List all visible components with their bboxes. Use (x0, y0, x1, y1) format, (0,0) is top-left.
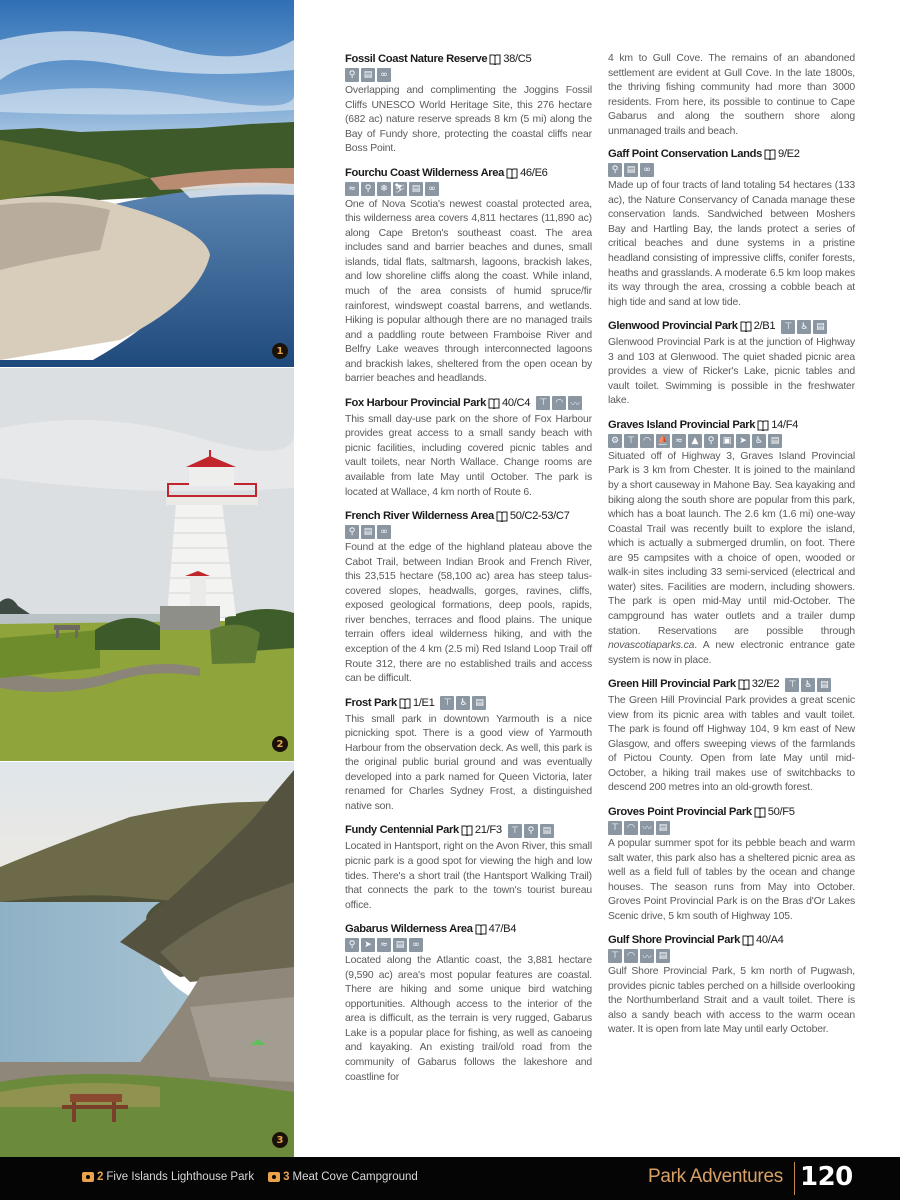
entry-title: Gabarus Wilderness Area 47/B4 (345, 923, 517, 936)
entry-title: Frost Park 1/E1 ⊤ ♿ ▤ (345, 696, 592, 711)
map-reference: 47/B4 (475, 922, 517, 937)
amenity-icons (608, 949, 855, 963)
info-board-icon: ▤ (540, 824, 554, 838)
map-reference: 40/A4 (742, 933, 784, 948)
amenity-icons (608, 163, 855, 177)
entry-title: Green Hill Provincial Park 32/E2 ⊤ ♿ ▤ (608, 677, 855, 692)
entry-description: This small park in downtown Yarmouth is a nice picnicking spot. There is a good view of Yarmouth Harbour from the observation deck. As well, this park is the original public burial ground and was eventually developed into a park named for Queen Victoria, later renamed for Charles Sydney Frost, a distinguished native son. (345, 713, 592, 812)
website-link[interactable]: novascotiaparks.ca (608, 640, 695, 652)
picnic-icon: ⊤ (536, 396, 550, 410)
right-column (608, 52, 855, 1047)
map-reference: 50/C2-53/C7 (496, 509, 570, 524)
amenity-icons (345, 938, 592, 952)
entry-description: 4 km to Gull Cove. The remains of an abandoned settlement are evident at Gull Cove. In the late 1800s, the thriving fishing community had more than 3000 residents. From here, its possible to continue to Cape Gabarus and along the southern shore along unmanaged trails and beach. (608, 53, 855, 137)
entry-gulf-shore (608, 933, 855, 1038)
info-board-icon: ▤ (409, 182, 423, 196)
hiking-icon: ⚲ (608, 163, 622, 177)
entry-title: Fossil Coast Nature Reserve 38/C5 (345, 53, 532, 65)
swimming-icon: 〰 (640, 949, 654, 963)
camera-icon (82, 1172, 94, 1182)
entry-title: Fundy Centennial Park 21/F3 ⊤ ⚲ ▤ (345, 823, 592, 838)
picnic-icon: ⊤ (781, 320, 795, 334)
photo-3-meat-cove (0, 762, 294, 1157)
map-reference: 38/C5 (489, 52, 531, 67)
info-board-icon: ▤ (472, 696, 486, 710)
entry-graves-island (608, 418, 855, 668)
info-board-icon: ▤ (624, 163, 638, 177)
entry-title: Glenwood Provincial Park 2/B1 ⊤ ♿ ▤ (608, 319, 855, 334)
hiking-icon: ⚲ (524, 824, 538, 838)
entry-title: French River Wilderness Area 50/C2-53/C7 (345, 510, 570, 523)
info-board-icon: ▤ (361, 68, 375, 82)
entry-title: Groves Point Provincial Park 50/F5 (608, 805, 795, 818)
amenity-icons (345, 68, 592, 82)
entry-description: Glenwood Provincial Park is at the junction of Highway 3 and 103 at Glenwood. The quiet shaded picnic area provides a view of Ricker's Lake, picnic tables and vault toilet. Swimming is possible in the freshwater lake. (608, 337, 855, 407)
amenity-icons (608, 821, 855, 835)
entry-fox-harbour (345, 396, 592, 500)
map-reference: 46/E6 (506, 166, 548, 181)
info-board-icon: ▤ (768, 434, 782, 448)
hiking-icon: ⚲ (345, 938, 359, 952)
boat-launch-icon: ⛵ (657, 435, 669, 446)
entry-description: Found at the edge of the highland plateau above the Cabot Trail, between Indian Brook and French River, this 23,515 hectare (58,100 ac) area has steep talus-covered slopes, headwalls, gorges, ravines, cliffs, exposed geological formations, deep pools, rapids, river benches, terraces and flood plains. The unique terrain offers ideal wilderness hiking, and with the exception of the 4 km (2.5 mi) Red Island Loop Trail off Route 312, there are no established trails and access can be difficult. (345, 542, 592, 685)
entry-title: Gulf Shore Provincial Park 40/A4 (608, 934, 784, 947)
paddling-icon: ≈ (672, 434, 686, 448)
beach-icon: ◠ (624, 821, 638, 835)
entry-title: Gaff Point Conservation Lands 9/E2 (608, 148, 800, 161)
camera-icon (268, 1172, 280, 1182)
entry-description: A popular summer spot for its pebble beach and warm salt water, this park also has a sheltered picnic area as well as a field full of tables by the ocean and change houses. The season runs from May into October. Groves Point Provincial Park is on the Bras d'Or Lakes Scenic drive, 5 km south of Highway 105. (608, 837, 855, 922)
map-reference: 32/E2 (738, 677, 780, 692)
entry-green-hill (608, 677, 855, 796)
binoculars-icon: ∞ (377, 525, 391, 539)
entry-description: One of Nova Scotia's newest coastal protected area, this wilderness area covers 4,811 hectares (11,890 ac) along Cape Breton's southeast coast. The area includes sand and barrier beaches and dunes, small islands, tidal flats, saltmarsh, lagoons, brackish lakes, and low shoreline cliffs along the coast. While inland, much of the area consists of humid spruce/fir rainforest, windswept coastal barrens, and wetlands. Hiking is popular although there are no managed trails and a paddling route between Framboise River and Belfry Lake weaves through interconnected lagoons and brackish lakes, sheltered from the open ocean by barrier beaches and headlands. (345, 198, 592, 385)
entry-fossil-coast (345, 52, 592, 157)
camping-icon: ▲ (688, 434, 702, 448)
map-book-icon (489, 54, 501, 65)
entry-description: This small day-use park on the shore of Fox Harbour provides great access to a small sandy beach with picnic facilities, including covered picnic tables and vault toilets, near North Wallace. Change rooms are available from late May until October. The park is located at Wallace, 4 km north of Route 6. (345, 413, 592, 498)
entry-fundy-centennial (345, 823, 592, 913)
info-board-icon: ▤ (361, 525, 375, 539)
entry-gabarus (345, 922, 592, 1085)
wheelchair-icon: ♿ (797, 320, 811, 334)
hiking-icon: ⚲ (345, 525, 359, 539)
photo-caption-2: 2 Five Islands Lighthouse Park (82, 1171, 254, 1183)
footer-divider (794, 1162, 795, 1195)
photo-strip (0, 0, 294, 1157)
binoculars-icon: ∞ (377, 68, 391, 82)
biking-icon: ⚙ (608, 434, 622, 448)
map-book-icon (764, 149, 776, 160)
binoculars-icon: ∞ (640, 163, 654, 177)
picnic-icon: ⊤ (440, 696, 454, 710)
map-book-icon (506, 168, 518, 179)
info-board-icon: ▤ (393, 938, 407, 952)
left-column (345, 52, 592, 1094)
picnic-icon: ⊤ (608, 949, 622, 963)
map-reference: 50/F5 (754, 805, 795, 820)
photo-caption-3: 3 Meat Cove Campground (268, 1171, 418, 1183)
photo-number-badge: 1 (272, 343, 288, 359)
amenity-icons (508, 824, 554, 838)
entry-title: Fox Harbour Provincial Park 40/C4 ⊤ ◠ 〰 (345, 396, 592, 411)
map-book-icon (738, 679, 750, 690)
amenity-icons (781, 320, 827, 334)
paddling-icon: ≈ (377, 938, 391, 952)
entry-gabarus-continued (608, 52, 855, 139)
amenity-icons (345, 525, 592, 539)
swimming-icon: 〰 (568, 396, 582, 410)
entry-description: Gulf Shore Provincial Park, 5 km north of Pugwash, provides picnic tables perched on a hillside overlooking the Northumberland Strait and a vault toilet. There is also a sandy beach with access to the warm ocean water. It is open from late May until early October. (608, 966, 855, 1036)
beach-icon: ◠ (624, 949, 638, 963)
hiking-icon: ⚲ (361, 182, 375, 196)
fishing-icon: ➤ (361, 938, 375, 952)
binoculars-icon: ∞ (409, 938, 423, 952)
fishing-icon: ➤ (736, 434, 750, 448)
info-board-icon: ▤ (656, 949, 670, 963)
entry-description: The Green Hill Provincial Park provides a great scenic view from its picnic area with tables and vault toilet. The park is found off Highway 104, 9 km east of New Glasgow, and offers sweeping views of the farmlands of Pictou County. Open from late May until mid-October, a hiking trail makes use of switchbacks to descend 200 metres into an old-growth forest. (608, 695, 855, 794)
map-book-icon (488, 398, 500, 409)
photo-number-badge: 3 (272, 1132, 288, 1148)
wheelchair-icon: ♿ (801, 678, 815, 692)
wheelchair-icon: ♿ (456, 696, 470, 710)
picnic-icon: ⊤ (785, 678, 799, 692)
map-reference: 21/F3 (461, 823, 502, 838)
entry-frost-park (345, 696, 592, 815)
picnic-icon: ⊤ (624, 434, 638, 448)
map-book-icon (475, 924, 487, 935)
map-book-icon (757, 420, 769, 431)
map-book-icon (754, 807, 766, 818)
amenity-icons (536, 396, 582, 410)
entry-description: Overlapping and complimenting the Joggins Fossil Cliffs UNESCO World Heritage Site, this 276 hectare (682 ac) nature reserve spreads 8 km (5 mi) along the Bay of Fundy shore, protecting the coastal cliffs near Boss Point. (345, 85, 592, 155)
entry-description: Made up of four tracts of land totaling 54 hectares (133 ac), the Nature Conservancy of Canada manage these conservation lands. Sandwiched between Moshers Bay and Hartling Bay, the lands protect a series of critical beaches and dune systems in a pristine headland consisting of impressive cliffs, conifer forests, heaths and grasslands. A moderate 6.5 km loop makes its way through the area, crossing a cobble beach at high tide and sand at low tide. (608, 180, 855, 308)
picnic-icon: ⊤ (508, 824, 522, 838)
map-reference: 14/F4 (757, 418, 798, 433)
page-footer (0, 1157, 900, 1200)
amenity-icons (785, 678, 831, 692)
paddling-icon: ≈ (345, 182, 359, 196)
picnic-icon: ⊤ (608, 821, 622, 835)
photo-2-lighthouse (0, 368, 294, 761)
snowshoe-icon: ❄ (377, 182, 391, 196)
beach-icon: ◠ (552, 396, 566, 410)
map-book-icon (496, 511, 508, 522)
beach-icon: ◠ (640, 434, 654, 448)
amenity-icons (345, 182, 592, 196)
photo-1-coastal-beach (0, 0, 294, 367)
map-book-icon (399, 698, 411, 709)
page-number: 120 (800, 1162, 853, 1192)
entry-description: Located along the Atlantic coast, the 3,881 hectare (9,590 ac) area's most popular features are coastal. There are hiking and some unique bird watching opportunities. Although access to the interior of the area is difficult, as the terrain is very rugged, Gabarus Lake is a popular place for fishing, as well as canoeing and kayaking. An existing trail/old road from the community of Gabarus follows the lakeshore and coastline for (345, 955, 592, 1083)
photo-captions (82, 1171, 418, 1183)
amenity-icons (608, 434, 855, 448)
map-reference: 40/C4 (488, 396, 530, 411)
info-board-icon: ▤ (813, 320, 827, 334)
section-title: Park Adventures (648, 1166, 783, 1187)
swimming-icon: 〰 (640, 821, 654, 835)
binoculars-icon: ∞ (425, 182, 439, 196)
map-reference: 1/E1 (399, 696, 435, 711)
entry-fourchu-coast (345, 166, 592, 387)
entry-glenwood (608, 319, 855, 409)
entry-gaff-point (608, 147, 855, 310)
hiking-icon: ⚲ (345, 68, 359, 82)
map-book-icon (742, 935, 754, 946)
photo-number-badge: 2 (272, 736, 288, 752)
rv-dump-icon: ▣ (720, 434, 734, 448)
info-board-icon: ▤ (656, 821, 670, 835)
entry-description: Situated off of Highway 3, Graves Island Provincial Park is 3 km from Chester. It is joined to the mainland by a short causeway in Mahone Bay. Sea kayaking and biking along the south shore are popular from this park, which has a boat launch. The 2.6 km (1.6 mi) one-way Coastal Trail was recently built to explore the island, which is actually a submerged drumlin, on foot. There are 95 campsites with a choice of open, wooded or walk-in sites including 33 semi-serviced (electrical and water) sites. Facilities are modern, including showers. The park is open mid-May until mid-October. The campground has water outlets and a trailer dump station. Reservations are possible through novascotiaparks.ca. A new electronic entrance gate system is now in place. (608, 450, 855, 666)
entry-french-river (345, 509, 592, 686)
map-book-icon (740, 321, 752, 332)
amenity-icons (440, 696, 486, 710)
map-reference: 9/E2 (764, 147, 800, 162)
hiking-icon: ⚲ (704, 434, 718, 448)
map-reference: 2/B1 (740, 319, 776, 334)
cross-country-ski-icon: ⛷ (394, 183, 406, 194)
wheelchair-icon: ♿ (752, 434, 766, 448)
entry-groves-point (608, 805, 855, 924)
info-board-icon: ▤ (817, 678, 831, 692)
entry-description: Located in Hantsport, right on the Avon River, this small picnic park is a good spot for viewing the high and low tides. There's a short trail (the Hantsport Walking Trail) that connects the park to the town's tourist bureau office. (345, 841, 592, 911)
entry-title: Fourchu Coast Wilderness Area 46/E6 (345, 166, 548, 179)
entry-title: Graves Island Provincial Park 14/F4 (608, 418, 799, 431)
map-book-icon (461, 825, 473, 836)
